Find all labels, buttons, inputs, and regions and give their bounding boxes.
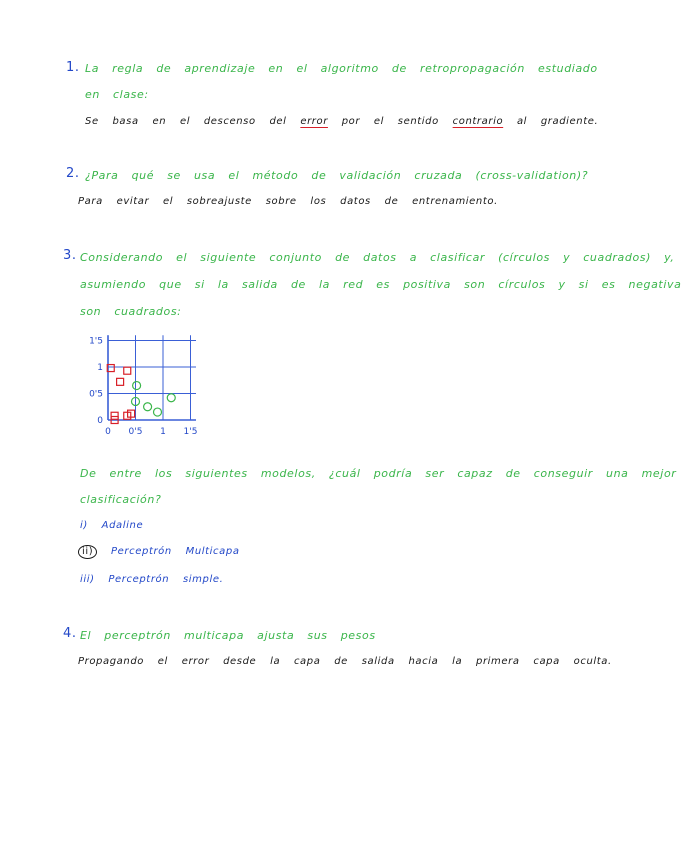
q1-text-line2: en clase:: [85, 88, 149, 101]
x-tick-label-0: 0: [105, 427, 111, 437]
square-point-1: [117, 378, 124, 385]
q3-followup-line1: De entre los siguientes modelos, ¿cuál podría ser capaz de conseguir una mejor: [80, 467, 677, 480]
q3-followup-line2: clasificación?: [80, 493, 162, 506]
q3-text-line1: Considerando el siguiente conjunto de datos a clasificar (círculos y cuadrados) y,: [80, 251, 675, 264]
q3-text-line2: asumiendo que si la salida de la red es positiva son círculos y si es negativa: [80, 278, 681, 291]
y-tick-label-1: 0'5: [89, 389, 103, 400]
circle-point-4: [167, 394, 175, 402]
q3-option-2-label: Perceptrón Multicapa: [111, 546, 240, 557]
q3-text-line3: son cuadrados:: [80, 305, 182, 318]
q2-answer: Para evitar el sobreajuste sobre los datos de entrenamiento.: [78, 196, 498, 207]
q1-answer-pre: Se basa en el descenso del: [85, 116, 287, 127]
q1-answer-post: al gradiente.: [516, 116, 599, 127]
square-point-3: [111, 412, 118, 419]
q3-option-3: iii) Perceptrón simple.: [80, 574, 224, 585]
q1-answer-mid: por el sentido: [341, 116, 439, 127]
q4-number: 4.: [63, 626, 77, 641]
circle-point-0: [133, 382, 141, 390]
circle-point-2: [144, 403, 152, 411]
x-tick-label-1: 0'5: [128, 427, 143, 437]
circle-point-3: [154, 408, 162, 416]
q1-text-line1: La regla de aprendizaje en el algoritmo de retropropagación estudiado: [85, 62, 598, 75]
q1-answer: [85, 116, 598, 127]
q3-number: 3.: [63, 248, 77, 263]
q2-question: ¿Para qué se usa el método de validación cruzada (cross-validation)?: [85, 169, 589, 182]
y-tick-label-3: 1'5: [89, 336, 103, 347]
y-tick-label-0: 0: [97, 416, 103, 426]
q1-answer-contrario: contrario: [452, 116, 504, 127]
scatter-chart: [88, 330, 228, 445]
q3-option-2-circled-marker: ii): [78, 545, 97, 559]
q1-number: 1.: [66, 60, 80, 75]
q2-number: 2.: [66, 166, 80, 181]
q1-answer-error: error: [300, 116, 328, 127]
x-tick-label-3: 1'5: [183, 427, 198, 437]
square-point-2: [124, 367, 131, 374]
x-tick-label-2: 1: [160, 427, 166, 437]
y-tick-label-2: 1: [97, 363, 103, 373]
q3-option-1: i) Adaline: [80, 520, 144, 531]
q4-answer: Propagando el error desde la capa de salida hacia la primera capa oculta.: [78, 656, 612, 667]
q3-option-2: [78, 545, 240, 559]
q4-question: El perceptrón multicapa ajusta sus pesos: [80, 629, 376, 642]
